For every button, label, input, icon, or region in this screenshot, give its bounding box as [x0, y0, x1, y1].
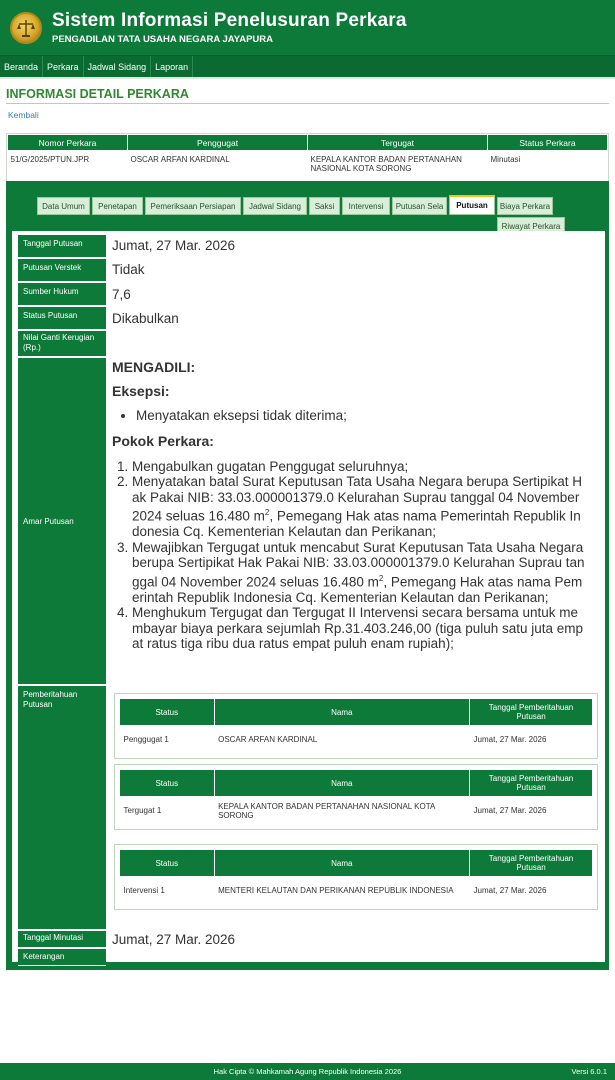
notif-status: Intervensi 1: [123, 886, 165, 896]
scales-icon: [15, 17, 37, 39]
notif-tanggal: Jumat, 27 Mar. 2026: [473, 806, 547, 816]
nav-beranda[interactable]: Beranda: [0, 56, 43, 77]
amar-item-1: 1. Mengabulkan gugatan Penggugat seluruhnya;: [132, 459, 602, 475]
tergugat: KEPALA KANTOR BADAN PERTANAHAN NASIONAL KOTA SORONG: [310, 155, 462, 173]
col-status: Status: [120, 850, 215, 877]
notif-nama: KEPALA KANTOR BADAN PERTANAHAN NASIONAL KOTA SORONG: [218, 801, 435, 820]
main-nav: [0, 56, 615, 79]
col-status: Status: [120, 699, 215, 726]
notif-penggugat: [114, 693, 598, 759]
label-keterangan: Keterangan: [18, 949, 106, 966]
eksepsi-item: • Menyatakan eksepsi tidak diterima;: [136, 408, 602, 424]
label-status-putusan: Status Putusan: [18, 307, 106, 330]
label-amar-putusan: Amar Putusan: [18, 358, 106, 685]
label-putusan-verstek: Putusan Verstek: [18, 259, 106, 282]
amar-item-2: 2. Menyatakan batal Surat Keputusan Tata Usaha Negara berupa Sertipikat H ak Pakai NIB: 33.03.000001379.0 Kelurahan Suprau tanggal 04 November 2024 seluas 16.480 $m^2$, Pemegang Hak atas nama Pemerintah Republik In donesia Cq. Kementerian Kelautan dan Perikanan;: [132, 474, 602, 540]
copyright: Hak Cipta © Mahkamah Agung Republik Indonesia 2026: [213, 1067, 402, 1076]
notif-nama: MENTERI KELAUTAN DAN PERIKANAN REPUBLIK INDONESIA: [218, 886, 454, 896]
eksepsi-title: Eksepsi:: [112, 383, 170, 399]
col-tanggal-pemberitahuan: Tanggal Pemberitahuan Putusan: [470, 770, 593, 797]
amar-putusan-text: [112, 359, 602, 652]
col-status-perkara: Status Perkara: [488, 135, 608, 151]
page-title: INFORMASI DETAIL PERKARA: [6, 87, 609, 104]
amar-item-4: 4. Menghukum Tergugat dan Tergugat II Intervensi secara bersama untuk me mbayar biaya perkara sejumlah Rp.31.403.246,00 (tiga puluh satu juta emp at ratus tiga ribu dua ratus empat puluh enam rupiah);: [132, 605, 602, 652]
col-penggugat: Penggugat: [128, 135, 308, 151]
tab-data-umum[interactable]: Data Umum: [37, 197, 90, 215]
app-header: [0, 0, 615, 56]
court-logo: [10, 12, 42, 44]
putusan-content: [12, 231, 605, 962]
notif-status: Tergugat 1: [123, 806, 162, 816]
notif-intervensi: [114, 844, 598, 910]
status-putusan: Dikabulkan: [112, 311, 179, 326]
putusan-verstek: Tidak: [112, 262, 145, 277]
pokok-perkara-title: Pokok Perkara:: [112, 432, 214, 449]
label-tanggal-minutasi: Tanggal Minutasi: [18, 931, 106, 948]
tab-jadwal-sidang[interactable]: Jadwal Sidang: [243, 197, 307, 215]
sumber-hukum: 7,6: [112, 287, 131, 302]
notif-tanggal: Jumat, 27 Mar. 2026: [473, 735, 547, 745]
tab-biaya-perkara[interactable]: Biaya Perkara: [497, 197, 553, 215]
penggugat: OSCAR ARFAN KARDINAL: [130, 155, 230, 164]
col-tergugat: Tergugat: [308, 135, 488, 151]
label-pemberitahuan-putusan: Pemberitahuan Putusan: [18, 686, 106, 930]
table-row: [120, 797, 593, 825]
label-tanggal-putusan: Tanggal Putusan: [18, 235, 106, 258]
back-link[interactable]: Kembali: [8, 110, 39, 120]
nomor-perkara: 51/G/2025/PTUN.JPR: [10, 155, 90, 164]
tanggal-minutasi: Jumat, 27 Mar. 2026: [112, 932, 236, 947]
col-nama: Nama: [214, 699, 469, 726]
amar-heading: MENGADILI:: [112, 359, 196, 375]
detail-panel: [6, 181, 609, 970]
tab-pemeriksaan-persiapan[interactable]: Pemeriksaan Persiapan: [145, 197, 241, 215]
nav-laporan[interactable]: Laporan: [151, 56, 193, 77]
table-row: [8, 151, 608, 181]
notif-tergugat: [114, 764, 598, 830]
status-perkara: Minutasi: [490, 155, 521, 164]
nav-perkara[interactable]: Perkara: [43, 56, 84, 77]
col-nama: Nama: [214, 770, 469, 797]
col-nomor-perkara: Nomor Perkara: [8, 135, 128, 151]
tab-penetapan[interactable]: Penetapan: [92, 197, 143, 215]
tab-intervensi[interactable]: Intervensi: [342, 197, 390, 215]
footer: [0, 1063, 615, 1080]
notif-status: Penggugat 1: [123, 735, 169, 745]
amar-item-3: 3. Mewajibkan Tergugat untuk mencabut Surat Keputusan Tata Usaha Negara berupa Sertipikat Hak Pakai NIB: 33.03.000001379.0 Kelurahan Suprau tan ggal 04 November 2024 seluas 16.480 $m^2$, Pemegang Hak atas nama Pem erintah Republik Indonesia Cq. Kementerian Kelautan dan Perikanan;: [132, 540, 602, 606]
notif-nama: OSCAR ARFAN KARDINAL: [218, 735, 318, 745]
label-sumber-hukum: Sumber Hukum: [18, 283, 106, 306]
court-name: PENGADILAN TATA USAHA NEGARA JAYAPURA: [52, 34, 273, 45]
app-title: Sistem Informasi Penelusuran Perkara: [52, 10, 407, 31]
table-row: [120, 726, 593, 754]
nav-jadwal-sidang[interactable]: Jadwal Sidang: [84, 56, 152, 77]
app-version: Versi 6.0.1: [571, 1067, 607, 1076]
tab-putusan[interactable]: Putusan: [449, 195, 495, 215]
col-tanggal-pemberitahuan: Tanggal Pemberitahuan Putusan: [470, 699, 593, 726]
tab-putusan-sela[interactable]: Putusan Sela: [392, 197, 447, 215]
col-tanggal-pemberitahuan: Tanggal Pemberitahuan Putusan: [470, 850, 593, 877]
tanggal-putusan: Jumat, 27 Mar. 2026: [112, 238, 236, 253]
col-status: Status: [120, 770, 215, 797]
table-row: [120, 877, 593, 905]
label-nilai-ganti-kerugian: Nilai Ganti Kerugian (Rp.): [18, 331, 106, 357]
case-summary: [6, 133, 609, 182]
notif-tanggal: Jumat, 27 Mar. 2026: [473, 886, 547, 896]
col-nama: Nama: [214, 850, 469, 877]
tab-riwayat-perkara[interactable]: Riwayat Perkara: [497, 217, 565, 235]
tab-saksi[interactable]: Saksi: [309, 197, 340, 215]
